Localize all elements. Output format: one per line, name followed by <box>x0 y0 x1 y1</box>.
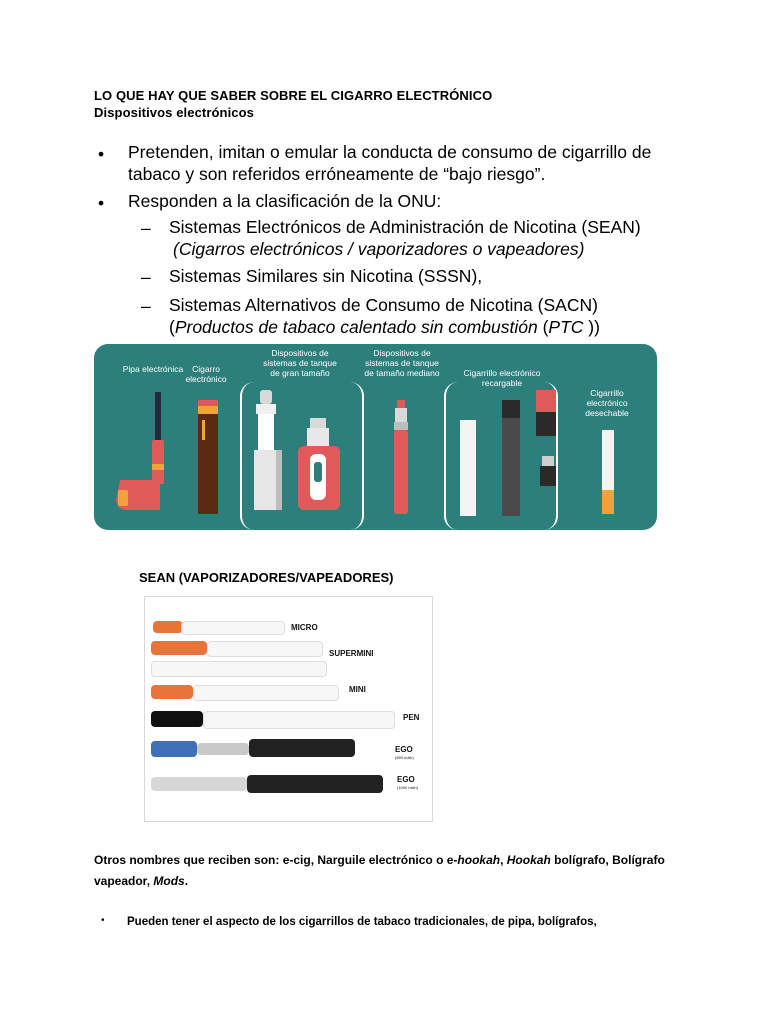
stick-filter <box>151 641 207 655</box>
label-supermini: SUPERMINI <box>329 649 374 658</box>
medium-tank-device-illustration <box>390 400 414 520</box>
other-names-paragraph: Otros nombres que reciben son: e-cig, Narguile electrónico o e-hookah, Hookah bolígrafo, Bolígrafo vapeador, Mods. <box>94 853 665 888</box>
bullet-symbol: • <box>101 915 105 926</box>
stick-filter <box>151 711 203 727</box>
label-recargable: Cigarrillo electrónico recargable <box>463 368 541 388</box>
rechargeable-ecig-illustration <box>456 390 556 520</box>
stick-body <box>181 621 285 635</box>
subitem-note: (Productos de tabaco calentado sin combustión (PTC )) <box>169 317 600 337</box>
label-ego: EGO <box>397 775 415 784</box>
stick-filter <box>153 621 183 633</box>
subitem-text: Sistemas Alternativos de Consumo de Nicotina (SACN) <box>169 295 598 315</box>
label-desechable: Cigarrillo electrónico desechable <box>585 388 629 418</box>
subitem-text: Sistemas Electrónicos de Administración de Nicotina (SEAN) <box>169 217 641 237</box>
stick-body <box>193 685 339 701</box>
stick-tank <box>151 777 247 791</box>
bullet-symbol: • <box>98 193 105 213</box>
ecig-sizes-photo <box>144 596 433 822</box>
stick-body <box>151 661 327 677</box>
stick-tank <box>151 741 197 757</box>
document-title: LO QUE HAY QUE SABER SOBRE EL CIGARRO ELECTRÓNICO <box>94 88 493 103</box>
electronic-cigar-illustration <box>194 400 224 520</box>
stick-filter <box>151 685 193 699</box>
dash-symbol: – <box>141 296 151 316</box>
label-mini: MINI <box>349 685 366 694</box>
large-tank-devices-illustration <box>252 390 352 520</box>
label-ego-capacity: (650 mAh) <box>395 755 414 760</box>
section-title: SEAN (VAPORIZADORES/VAPEADORES) <box>139 570 394 585</box>
stick-battery <box>249 739 355 757</box>
electronic-pipe-illustration <box>114 390 178 520</box>
label-ego: EGO <box>395 745 413 754</box>
stick-atomizer <box>197 743 249 755</box>
label-tanque-mediano: Dispositivos de sistemas de tanque de tamaño mediano <box>364 348 440 378</box>
label-ego-capacity: (1000 mAh) <box>397 785 418 790</box>
disposable-ecig-illustration <box>600 430 616 520</box>
label-tanque-grande: Dispositivos de sistemas de tanque de gran tamaño <box>263 348 337 378</box>
label-cigarro: Cigarro electrónico <box>185 364 227 384</box>
bullet-text: Responden a la clasificación de la ONU: <box>128 191 442 211</box>
label-pipa: Pipa electrónica <box>122 364 184 374</box>
bullet-text: Pueden tener el aspecto de los cigarrillos de tabaco tradicionales, de pipa, bolígrafos, <box>127 916 597 928</box>
bullet-text: Pretenden, imitan o emular la conducta de consumo de cigarrillo de tabaco y son referidos erróneamente de “bajo riesgo”. <box>128 142 652 184</box>
document-subtitle: Dispositivos electrónicos <box>94 105 254 120</box>
subitem-note: (Cigarros electrónicos / vaporizadores o vapeadores) <box>173 239 585 259</box>
stick-body <box>203 711 395 729</box>
label-pen: PEN <box>403 713 420 722</box>
label-micro: MICRO <box>291 623 318 632</box>
device-types-infographic <box>94 344 657 530</box>
stick-battery <box>247 775 383 793</box>
bullet-symbol: • <box>98 144 105 164</box>
subitem-text: Sistemas Similares sin Nicotina (SSSN), <box>169 266 483 286</box>
dash-symbol: – <box>141 267 151 287</box>
stick-body <box>207 641 323 657</box>
dash-symbol: – <box>141 218 151 238</box>
